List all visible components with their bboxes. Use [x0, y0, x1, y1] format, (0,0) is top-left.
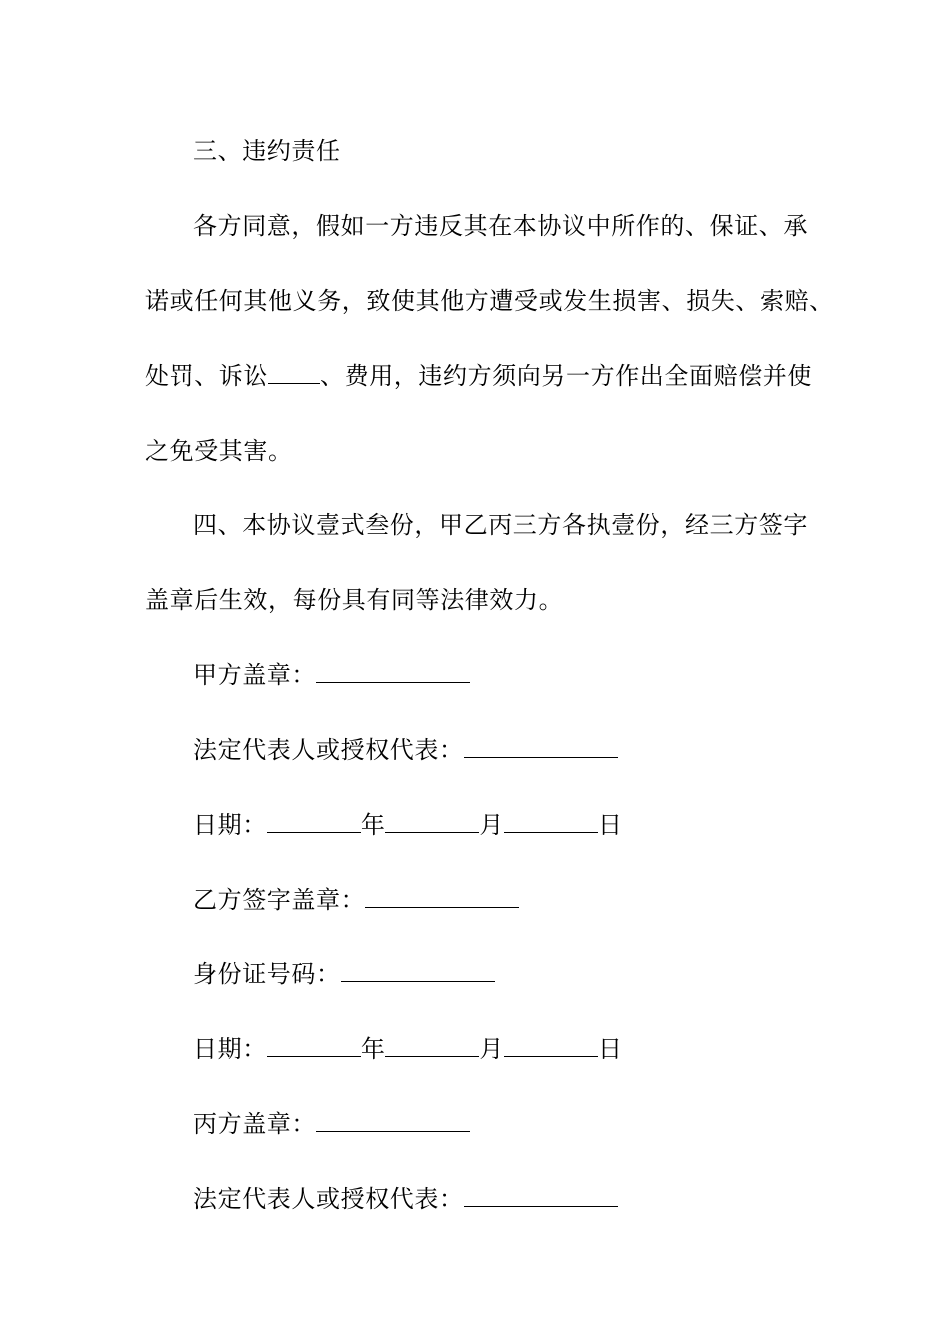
party-a-representative-line: 法定代表人或授权代表：	[193, 735, 618, 765]
date-blank	[504, 810, 598, 833]
signature-blank	[464, 1184, 618, 1207]
section-3-heading: 三、违约责任	[193, 137, 341, 165]
id-number-blank	[341, 959, 495, 982]
date-blank	[267, 1034, 361, 1057]
date-blank	[385, 1034, 479, 1057]
date-blank	[267, 810, 361, 833]
signature-blank	[365, 885, 519, 908]
party-b-date-line: 日期： 年 月 日	[193, 1035, 623, 1063]
party-a-date-line: 日期： 年 月 日	[193, 811, 623, 839]
fill-in-blank	[268, 361, 320, 384]
date-blank	[385, 810, 479, 833]
party-b-id-line: 身份证号码：	[193, 959, 495, 989]
party-b-seal-line: 乙方签字盖章：	[193, 885, 519, 915]
section-3-paragraph-line-1: 各方同意，假如一方违反其在本协议中所作的、保证、承	[193, 212, 808, 240]
party-c-representative-line: 法定代表人或授权代表：	[193, 1184, 618, 1214]
section-3-paragraph-line-3: 处罚、诉讼 、费用，违约方须向另一方作出全面赔偿并使	[145, 362, 812, 390]
party-a-seal-line: 甲方盖章：	[193, 660, 470, 690]
section-4-paragraph-line-1: 四、本协议壹式叁份，甲乙丙三方各执壹份，经三方签字	[193, 511, 808, 539]
signature-blank	[464, 735, 618, 758]
date-blank	[504, 1034, 598, 1057]
section-3-paragraph-line-4: 之免受其害。	[145, 437, 293, 465]
party-c-seal-line: 丙方盖章：	[193, 1109, 470, 1139]
signature-blank	[316, 1109, 470, 1132]
section-3-paragraph-line-2: 诺或任何其他义务，致使其他方遭受或发生损害、损失、索赔、	[145, 287, 834, 315]
section-4-paragraph-line-2: 盖章后生效，每份具有同等法律效力。	[145, 586, 564, 614]
signature-blank	[316, 660, 470, 683]
